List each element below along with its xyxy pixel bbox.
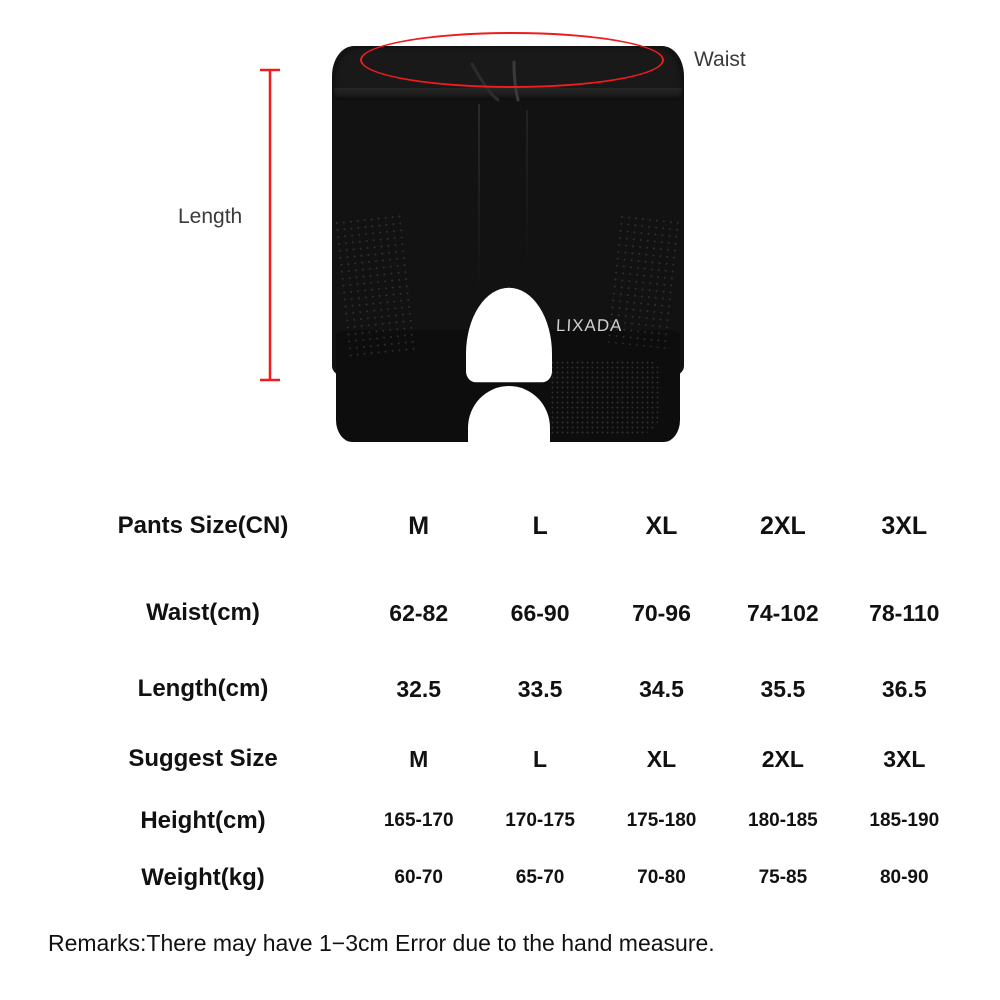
cell: 70-96	[601, 574, 722, 652]
size-table	[34, 477, 966, 907]
cell: 60-70	[358, 850, 479, 906]
table-row	[35, 478, 965, 574]
table-row	[35, 726, 965, 792]
cell: 34.5	[601, 652, 722, 726]
cell: 80-90	[844, 850, 965, 906]
row-label: Length(cm)	[35, 652, 358, 726]
cell: 165-170	[358, 792, 479, 850]
cell: 70-80	[601, 850, 722, 906]
cell: 185-190	[844, 792, 965, 850]
cell: L	[479, 478, 600, 574]
cell: 35.5	[722, 652, 843, 726]
cell: XL	[601, 478, 722, 574]
product-image-area	[0, 0, 1000, 470]
remarks-text: Remarks:There may have 1−3cm Error due to the hand measure.	[48, 930, 715, 956]
cell: 74-102	[722, 574, 843, 652]
shorts-illustration	[318, 30, 698, 440]
length-annotation-label: Length	[178, 205, 243, 228]
perforation-left	[333, 213, 415, 357]
table-row	[35, 574, 965, 652]
cell: M	[358, 726, 479, 792]
row-label: Suggest Size	[35, 726, 358, 792]
cell: XL	[601, 726, 722, 792]
cell: 36.5	[844, 652, 965, 726]
cell: 2XL	[722, 478, 843, 574]
brand-logo: LIXADA	[555, 316, 624, 335]
size-chart	[34, 477, 966, 907]
table-row	[35, 652, 965, 726]
cell: 170-175	[479, 792, 600, 850]
cell: 66-90	[479, 574, 600, 652]
cell: 180-185	[722, 792, 843, 850]
cell: 33.5	[479, 652, 600, 726]
table-row	[35, 850, 965, 906]
cell: 32.5	[358, 652, 479, 726]
cell: 175-180	[601, 792, 722, 850]
cell: 62-82	[358, 574, 479, 652]
cell: 65-70	[479, 850, 600, 906]
mesh-panel	[550, 360, 660, 434]
row-label: Height(cm)	[35, 792, 358, 850]
row-label: Waist(cm)	[35, 574, 358, 652]
row-label: Weight(kg)	[35, 850, 358, 906]
cell: 75-85	[722, 850, 843, 906]
waist-annotation-label: Waist	[694, 48, 746, 71]
fabric-fold-1	[478, 104, 480, 294]
row-label: Pants Size(CN)	[35, 478, 358, 574]
length-measure-arrow	[258, 60, 282, 390]
cell: 3XL	[844, 478, 965, 574]
cell: 2XL	[722, 726, 843, 792]
table-row	[35, 792, 965, 850]
cell: L	[479, 726, 600, 792]
waist-measure-ellipse	[360, 32, 664, 88]
cell: M	[358, 478, 479, 574]
cell: 78-110	[844, 574, 965, 652]
fabric-fold-2	[526, 110, 528, 270]
cell: 3XL	[844, 726, 965, 792]
